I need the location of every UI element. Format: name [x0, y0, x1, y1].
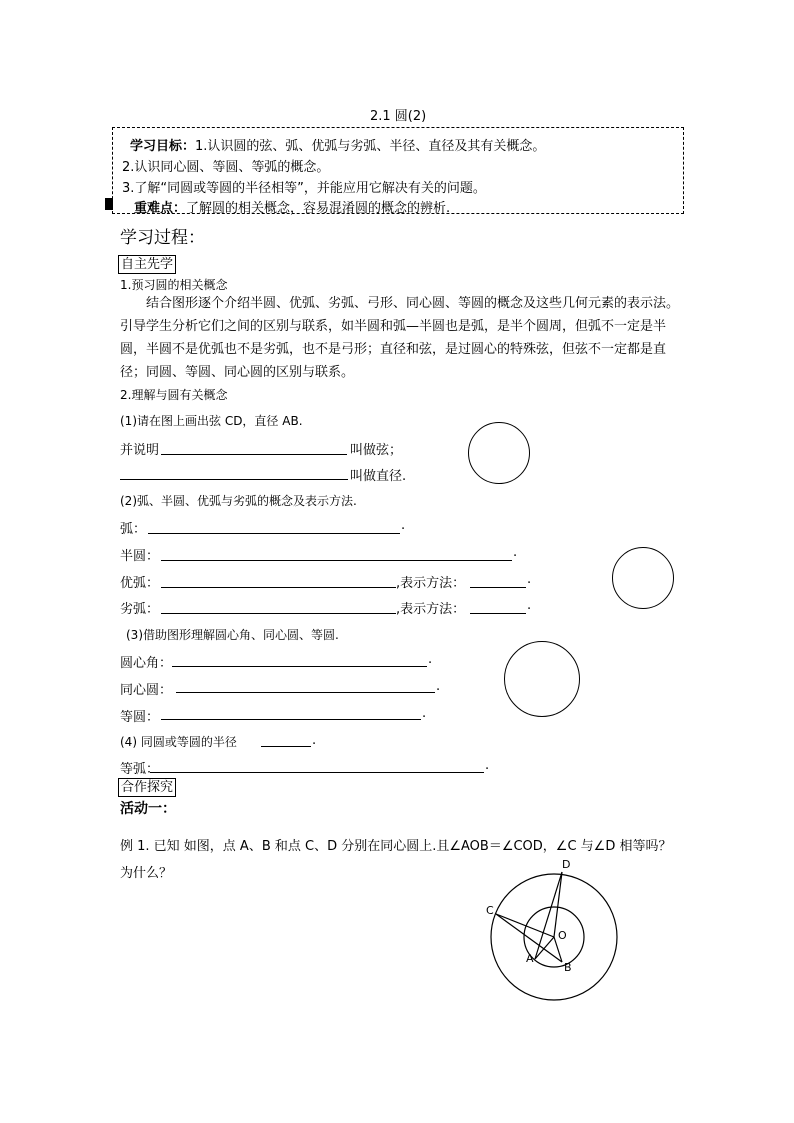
goals-label: 学习目标：: [130, 139, 196, 154]
blank-minor-arc-notation[interactable]: [470, 613, 526, 614]
q1-line1-suffix: 叫做弦；: [350, 443, 403, 458]
notation-label-major: ,表示方法：: [396, 576, 466, 591]
goal-item-2: 2.认识同心圆、等圆、等弧的概念。: [122, 160, 330, 175]
major-arc-label: 优弧：: [120, 576, 160, 591]
key-points-line: [134, 197, 450, 216]
notation-label-minor: ,表示方法：: [396, 602, 466, 617]
period: .: [527, 598, 532, 613]
blank-chord[interactable]: [161, 454, 347, 455]
activity-heading: 活动一：: [120, 801, 176, 817]
label-A: A: [526, 952, 534, 965]
circle-figure-3: [504, 641, 580, 717]
equal-circle-label: 等圆：: [120, 710, 160, 725]
section-tag-cooperation: 合作探究: [118, 778, 176, 797]
label-D: D: [562, 858, 571, 871]
label-B: B: [564, 961, 572, 974]
subheading-preview: 1.预习圆的相关概念: [120, 278, 228, 292]
semicircle-label: 半圆：: [120, 549, 160, 564]
circle-figure-1: [468, 422, 530, 484]
key-points-label: 重难点：: [134, 201, 187, 216]
page-title: 2.1 圆(2): [370, 109, 427, 124]
period: .: [401, 518, 406, 533]
period: .: [312, 733, 317, 748]
period: .: [422, 706, 427, 721]
segment-DA: [535, 872, 562, 959]
blank-concentric[interactable]: [176, 692, 435, 693]
blank-semicircle[interactable]: [161, 560, 512, 561]
q1-line2-suffix: 叫做直径.: [350, 469, 407, 484]
blank-major-arc-notation[interactable]: [470, 587, 526, 588]
period: .: [513, 545, 518, 560]
example-line-2: 为什么？: [120, 866, 173, 881]
equal-arc-label: 等弧：: [120, 762, 160, 777]
process-heading: 学习过程：: [120, 228, 205, 248]
question-2: (2)弧、半圆、优弧与劣弧的概念及表示方法.: [120, 494, 357, 508]
arc-label: 弧：: [120, 522, 147, 537]
blank-central-angle[interactable]: [172, 666, 427, 667]
period: .: [485, 758, 490, 773]
central-angle-label: 圆心角：: [120, 656, 173, 671]
goals-line-1: [130, 135, 545, 154]
subheading-concepts: 2.理解与圆有关概念: [120, 388, 228, 402]
marker-block: [105, 198, 113, 210]
question-3: (3)借助图形理解圆心角、同心圆、等圆.: [126, 628, 339, 642]
blank-diameter[interactable]: [120, 479, 348, 480]
section-tag-self-study: 自主先学: [118, 255, 176, 274]
circle-figure-2: [612, 547, 674, 609]
blank-arc[interactable]: [148, 533, 400, 534]
q1-line1-prefix: 并说明: [120, 443, 160, 458]
goal-item-1: 1.认识圆的弦、弧、优弧与劣弧、半径、直径及其有关概念。: [195, 139, 546, 154]
goal-item-3: 3.了解“同圆或等圆的半径相等”，并能应用它解决有关的问题。: [122, 181, 486, 196]
label-C: C: [486, 904, 494, 917]
period: .: [436, 679, 441, 694]
concentric-circles-figure: [470, 852, 640, 1002]
blank-radius[interactable]: [261, 746, 311, 747]
key-points-text: 了解圆的相关概念，容易混淆圆的概念的辨析.: [186, 201, 451, 216]
example-line-1: 例 1. 已知 如图，点 A、B 和点 C、D 分别在同心圆上.且∠AOB＝∠COD，∠C 与∠D 相等吗？: [120, 839, 672, 854]
concentric-label: 同心圆：: [120, 683, 173, 698]
blank-equal-arc[interactable]: [150, 772, 484, 773]
label-O: O: [558, 929, 567, 942]
concept-paragraph: 结合图形逐个介绍半圆、优弧、劣弧、弓形、同心圆、等圆的概念及这些几何元素的表示法。引导学生分析它们之间的区别与联系，如半圆和弧—半圆也是弧，是半个圆周，但弧不一定是半圆，半圆不是优弧也不是劣弧，也不是弓形；直径和弦，是过圆心的特殊弦，但弦不一定都是直径；同圆、等圆、同心圆的区别与联系。: [120, 296, 680, 380]
question-1: (1)请在图上画出弦 CD，直径 AB.: [120, 414, 303, 428]
period: .: [527, 572, 532, 587]
minor-arc-label: 劣弧：: [120, 602, 160, 617]
blank-minor-arc[interactable]: [161, 613, 396, 614]
question-4: (4) 同圆或等圆的半径: [120, 735, 237, 749]
period: .: [428, 652, 433, 667]
blank-equal-circle[interactable]: [161, 719, 421, 720]
blank-major-arc[interactable]: [161, 587, 396, 588]
segment-OD: [554, 872, 562, 937]
